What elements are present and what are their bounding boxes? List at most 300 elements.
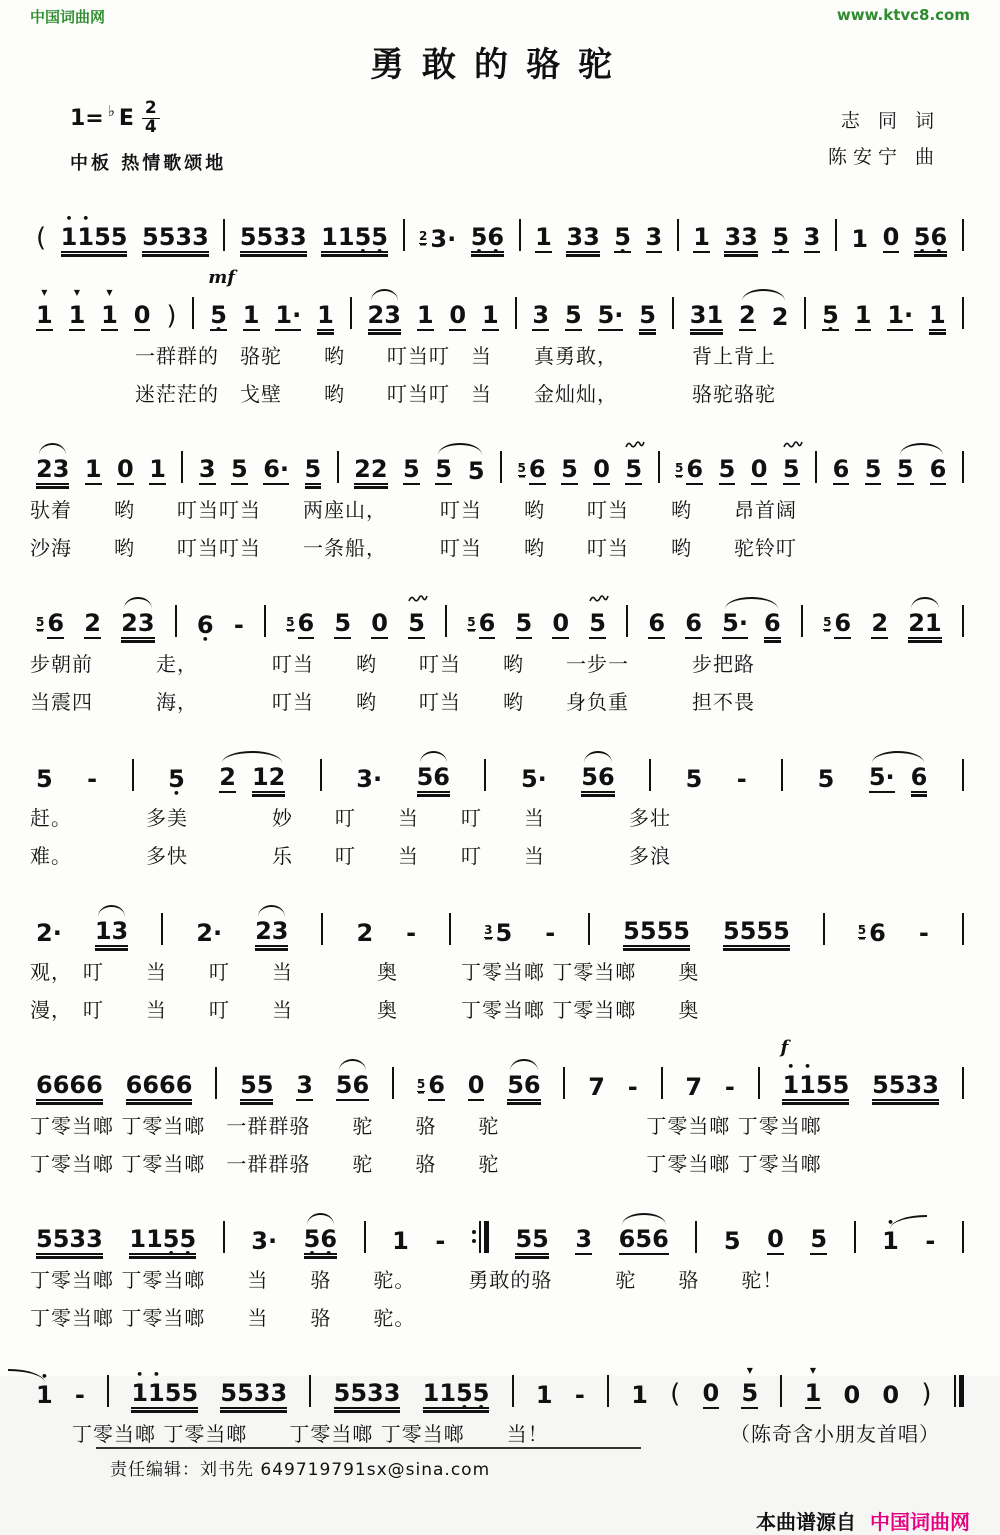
note-char: 3 bbox=[289, 222, 307, 251]
note-text bbox=[772, 222, 790, 253]
note-token bbox=[882, 1380, 900, 1409]
note-text bbox=[467, 1070, 485, 1101]
notation-row bbox=[30, 443, 970, 485]
note-token bbox=[481, 300, 499, 331]
note-token bbox=[416, 300, 434, 331]
note-text bbox=[685, 608, 702, 639]
note-text bbox=[896, 454, 914, 485]
barline bbox=[350, 297, 352, 329]
note-char: 6 • bbox=[197, 613, 214, 637]
note-text bbox=[354, 454, 388, 485]
note-char: 5 • bbox=[210, 303, 227, 327]
note-text bbox=[36, 300, 53, 331]
note-char: 5 bbox=[403, 454, 420, 483]
note-char: 3 bbox=[383, 1378, 401, 1407]
trill-wave bbox=[408, 594, 428, 603]
note-token bbox=[627, 1072, 638, 1101]
note-char: · bbox=[537, 764, 547, 793]
note-token bbox=[822, 300, 839, 331]
note-char: 5 bbox=[520, 764, 538, 793]
note-text bbox=[882, 1226, 899, 1255]
note-text bbox=[817, 764, 835, 793]
note-char: 1 bbox=[631, 1380, 648, 1409]
note-text bbox=[689, 300, 724, 331]
note-char: 6 bbox=[52, 1070, 70, 1099]
note-token bbox=[843, 1380, 861, 1409]
barline bbox=[484, 759, 486, 791]
note-char: 5 bbox=[756, 916, 774, 945]
note-char: 0 bbox=[371, 608, 388, 637]
note-char: 3 bbox=[175, 222, 193, 251]
note-char: 6 bbox=[86, 1070, 103, 1099]
note-text bbox=[467, 456, 485, 485]
barline bbox=[107, 1375, 109, 1407]
thick-barline bbox=[484, 1221, 489, 1253]
note-char: 3 bbox=[430, 224, 448, 253]
note-text bbox=[648, 608, 666, 639]
trill-wave bbox=[625, 440, 645, 449]
note-char: 5 bbox=[181, 1378, 199, 1407]
note-token bbox=[857, 918, 886, 947]
barline bbox=[392, 1067, 394, 1099]
note-char: 1 bbox=[481, 300, 499, 329]
site-url-link[interactable]: www.ktvc8.com bbox=[836, 6, 970, 24]
barline bbox=[321, 913, 323, 945]
parenthesis bbox=[670, 1378, 681, 1409]
barline bbox=[962, 219, 964, 251]
note-char: 5 bbox=[782, 454, 800, 483]
note-text bbox=[36, 222, 47, 253]
trill-icon bbox=[625, 440, 645, 449]
note-token bbox=[918, 918, 929, 947]
note-token bbox=[515, 1224, 549, 1255]
note-text bbox=[125, 1070, 193, 1101]
barline bbox=[403, 219, 405, 251]
note-char: 5 bbox=[158, 222, 176, 251]
note-char: - bbox=[545, 918, 556, 947]
note-text bbox=[528, 454, 546, 485]
note-text bbox=[168, 764, 185, 793]
barline bbox=[962, 297, 964, 329]
note-char: 5 • bbox=[168, 767, 185, 791]
note-token bbox=[255, 916, 289, 947]
note-token bbox=[467, 608, 496, 639]
note-char: 5 bbox=[237, 1378, 254, 1407]
note-char: 5 bbox=[416, 762, 434, 791]
note-char: · bbox=[738, 608, 748, 637]
note-token bbox=[84, 454, 102, 485]
lyric-line: 丁零当啷 丁零当啷 当 骆 驼。 bbox=[30, 1305, 416, 1330]
note-text bbox=[36, 454, 70, 485]
music-system bbox=[30, 597, 970, 715]
note-char: 0 bbox=[702, 1378, 720, 1407]
barline bbox=[626, 605, 628, 637]
note-char: 2 bbox=[36, 454, 53, 483]
note-char: 1 bbox=[439, 1378, 457, 1407]
note-char: 5 bbox=[94, 222, 111, 251]
editor-credit: 责任编辑：刘书先 649719791sx@sina.com bbox=[110, 1459, 491, 1480]
note-text bbox=[645, 222, 663, 253]
note-char: 3 bbox=[566, 222, 584, 251]
note-token bbox=[334, 608, 352, 639]
note-text bbox=[84, 608, 101, 639]
note-char: 5 bbox=[625, 454, 643, 483]
barline bbox=[337, 451, 339, 483]
note-text bbox=[435, 454, 452, 485]
lyric-line: 丁零当啷 丁零当啷 一群群骆 驼 骆 驼 丁零当啷 丁零当啷 bbox=[30, 1151, 822, 1176]
note-text bbox=[275, 300, 302, 331]
note-char: 5 • bbox=[614, 225, 631, 249]
note-char: 1 bbox=[887, 300, 905, 329]
note-char: 2 bbox=[255, 916, 272, 945]
barline bbox=[854, 1221, 856, 1253]
note-char: 6 bbox=[352, 1070, 370, 1099]
barline bbox=[449, 913, 451, 945]
note-token bbox=[718, 454, 736, 485]
parenthesis bbox=[36, 222, 47, 253]
note-token bbox=[422, 1378, 490, 1409]
note-char: 1 bbox=[535, 1380, 553, 1409]
source-site-link[interactable]: 中国词曲网 bbox=[870, 1509, 970, 1534]
note-token bbox=[887, 300, 914, 331]
note-char: 1 bbox=[392, 1226, 409, 1255]
note-text bbox=[166, 300, 177, 331]
note-text bbox=[303, 1224, 338, 1255]
note-char: • 1 bbox=[799, 1073, 816, 1097]
note-char: 6 • bbox=[320, 1227, 337, 1251]
note-token bbox=[896, 454, 914, 485]
note-char: 5 bbox=[773, 916, 790, 945]
note-token bbox=[597, 300, 624, 331]
note-text bbox=[685, 764, 703, 793]
note-char: 5 bbox=[868, 762, 886, 791]
note-token bbox=[286, 608, 315, 639]
note-text bbox=[685, 1072, 703, 1101]
note-text bbox=[68, 300, 86, 331]
note-token bbox=[101, 300, 118, 331]
note-token bbox=[392, 1226, 409, 1255]
note-char: 3 bbox=[271, 916, 289, 945]
note-char: 5 • bbox=[179, 1227, 196, 1251]
note-token bbox=[470, 222, 505, 253]
note-token bbox=[722, 608, 748, 639]
note-char: • 1 bbox=[782, 1073, 799, 1097]
note-char: 0 bbox=[449, 300, 467, 329]
lyricist-credit: 志 同 词 bbox=[840, 109, 940, 132]
note-char: - bbox=[736, 764, 747, 793]
note-char: 0 bbox=[467, 1070, 485, 1099]
note-token bbox=[685, 1072, 703, 1101]
note-token bbox=[771, 302, 789, 331]
note-token bbox=[908, 608, 942, 639]
note-text bbox=[872, 1070, 939, 1101]
note-token bbox=[574, 1380, 585, 1409]
note-text bbox=[693, 222, 710, 253]
notation-row bbox=[30, 1213, 970, 1255]
note-char: 1 bbox=[275, 300, 293, 329]
barline bbox=[364, 1221, 366, 1253]
key-prefix: 1= bbox=[70, 105, 104, 131]
note-text bbox=[422, 1378, 490, 1409]
note-char: - bbox=[74, 1380, 85, 1409]
note-char: 5 bbox=[220, 1378, 238, 1407]
key-signature bbox=[70, 100, 226, 137]
note-text bbox=[416, 762, 450, 793]
source-prefix: 本曲谱源自 bbox=[756, 1509, 856, 1534]
note-token bbox=[68, 300, 86, 331]
note-char: 6 bbox=[763, 608, 781, 637]
note-char: - bbox=[574, 1380, 585, 1409]
note-char: 2 bbox=[84, 608, 101, 637]
note-token bbox=[723, 1226, 741, 1255]
note-token bbox=[631, 1380, 648, 1409]
note-char: 5 bbox=[495, 918, 513, 947]
note-text bbox=[356, 918, 374, 947]
note-token bbox=[303, 1224, 338, 1255]
notation-row bbox=[30, 211, 970, 253]
note-text bbox=[210, 300, 227, 331]
note-text bbox=[408, 608, 425, 639]
note-char: 6 • bbox=[487, 225, 504, 249]
note-token bbox=[685, 764, 703, 793]
thin-barline bbox=[954, 1375, 956, 1407]
time-numerator: 2 bbox=[144, 98, 157, 118]
note-token bbox=[739, 300, 756, 331]
note-text bbox=[822, 300, 839, 331]
note-text bbox=[239, 222, 307, 253]
note-char: 3 bbox=[273, 222, 290, 251]
note-text bbox=[149, 454, 166, 485]
trill-icon bbox=[408, 594, 428, 603]
site-name-link[interactable]: 中国词曲网 bbox=[30, 8, 106, 26]
barline bbox=[223, 219, 225, 251]
note-token bbox=[724, 222, 758, 253]
note-text bbox=[94, 916, 129, 947]
note-text bbox=[263, 454, 290, 485]
note-char: • 1 bbox=[148, 1381, 165, 1405]
note-char: ▼ 1 bbox=[36, 303, 53, 327]
note-text bbox=[843, 1380, 861, 1409]
note-char: 5 bbox=[239, 222, 257, 251]
note-char: - bbox=[627, 1072, 638, 1101]
barline bbox=[320, 759, 322, 791]
note-char: 3 bbox=[922, 1070, 939, 1099]
note-token bbox=[693, 222, 710, 253]
notation-row bbox=[30, 597, 970, 639]
note-char: 3 bbox=[741, 222, 758, 251]
note-text bbox=[198, 454, 216, 485]
note-char: 5 bbox=[52, 1224, 70, 1253]
note-token bbox=[36, 1224, 103, 1255]
note-token bbox=[416, 762, 450, 793]
note-text bbox=[356, 764, 383, 793]
barline bbox=[962, 451, 964, 483]
note-char: - bbox=[233, 610, 244, 639]
note-char: - bbox=[918, 918, 929, 947]
lyric-line bbox=[30, 1421, 970, 1447]
note-text bbox=[627, 1072, 638, 1101]
note-char: 0 bbox=[552, 608, 570, 637]
note-token bbox=[125, 1070, 193, 1101]
tempo-marking: 中板 热情歌颂地 bbox=[70, 152, 227, 174]
note-text bbox=[614, 222, 631, 253]
music-system bbox=[30, 905, 970, 1023]
note-char: 5 • bbox=[822, 303, 839, 327]
final-barline bbox=[954, 1375, 964, 1407]
note-token bbox=[251, 762, 286, 793]
note-text bbox=[255, 916, 289, 947]
note-text bbox=[403, 454, 420, 485]
note-text bbox=[918, 918, 929, 947]
note-token bbox=[239, 222, 307, 253]
note-char: 5 bbox=[832, 1070, 850, 1099]
note-char: 1 bbox=[242, 300, 260, 329]
note-token bbox=[117, 454, 134, 485]
note-char: 5 bbox=[256, 1070, 274, 1099]
music-system bbox=[30, 1367, 970, 1447]
note-text bbox=[87, 764, 98, 793]
music-system bbox=[30, 266, 970, 407]
song-title: 勇敢的骆驼 bbox=[370, 45, 630, 85]
slur-group bbox=[435, 454, 485, 485]
note-char: 7 bbox=[588, 1072, 605, 1101]
grace-note: 5 bbox=[675, 460, 684, 475]
note-char: 1 bbox=[321, 222, 338, 251]
note-char: 2 bbox=[739, 300, 756, 329]
key-and-tempo bbox=[30, 100, 226, 175]
note-text bbox=[618, 1224, 669, 1255]
note-char: 3 bbox=[192, 222, 209, 251]
note-token bbox=[435, 454, 452, 485]
note-token bbox=[675, 454, 704, 485]
note-token bbox=[545, 918, 556, 947]
note-token bbox=[36, 454, 70, 485]
note-token bbox=[864, 454, 882, 485]
note-text bbox=[686, 454, 704, 485]
barline bbox=[215, 1067, 217, 1099]
note-text bbox=[220, 1378, 288, 1409]
note-char: 6 bbox=[125, 1070, 143, 1099]
note-token bbox=[408, 608, 425, 639]
note-char: 2 bbox=[268, 762, 286, 791]
note-char: 5 bbox=[673, 916, 690, 945]
note-text bbox=[589, 608, 606, 639]
note-text bbox=[117, 454, 134, 485]
note-char: 3 bbox=[296, 1070, 313, 1099]
note-token bbox=[871, 608, 889, 639]
barline bbox=[962, 1221, 964, 1253]
note-token bbox=[36, 764, 53, 793]
slur-group bbox=[739, 300, 789, 331]
note-char: 3 bbox=[645, 222, 663, 251]
note-token bbox=[645, 222, 663, 253]
note-char: - bbox=[87, 764, 98, 793]
note-token bbox=[87, 764, 98, 793]
barline bbox=[309, 1375, 311, 1407]
note-text bbox=[722, 916, 790, 947]
note-text bbox=[335, 1070, 370, 1101]
barline bbox=[500, 451, 502, 483]
note-text bbox=[921, 1378, 932, 1409]
thick-barline bbox=[959, 1375, 964, 1407]
note-token bbox=[810, 1224, 828, 1255]
barline bbox=[835, 219, 837, 251]
note-char: 6 bbox=[478, 608, 496, 637]
note-char: 3 bbox=[137, 608, 155, 637]
note-char: 7 bbox=[685, 1072, 703, 1101]
grace-note: 5 bbox=[286, 614, 295, 629]
lyric-line: 漫， 叮 当 叮 当 奥 丁零当啷 丁零当啷 奥 bbox=[30, 997, 700, 1022]
note-char: 5 bbox=[110, 222, 128, 251]
thin-barline bbox=[479, 1221, 481, 1253]
music-system bbox=[30, 211, 970, 253]
note-char: 2 bbox=[196, 918, 213, 947]
trill-icon bbox=[783, 440, 803, 449]
note-text bbox=[121, 608, 155, 639]
note-token bbox=[566, 222, 600, 253]
note-char: 5 bbox=[36, 1224, 53, 1253]
note-text bbox=[296, 1070, 313, 1101]
note-text bbox=[910, 762, 928, 793]
note-token bbox=[36, 300, 53, 331]
note-char: 1 bbox=[851, 224, 869, 253]
note-char: ▼ 5 bbox=[741, 1381, 758, 1405]
note-token bbox=[333, 1378, 401, 1409]
note-char: • 1 bbox=[77, 225, 94, 249]
note-char: 1 bbox=[149, 454, 166, 483]
note-token bbox=[208, 266, 236, 331]
note-char: 5 bbox=[561, 454, 578, 483]
note-text bbox=[925, 1226, 936, 1255]
note-text bbox=[196, 918, 223, 947]
note-char: 5 bbox=[623, 916, 640, 945]
notation-area bbox=[30, 175, 970, 1447]
note-char: 5 bbox=[656, 916, 674, 945]
note-text bbox=[741, 1378, 759, 1409]
note-text bbox=[36, 1380, 53, 1409]
source-attribution bbox=[30, 1506, 970, 1535]
note-char: 1 bbox=[929, 300, 946, 329]
note-token bbox=[219, 762, 236, 793]
note-token bbox=[467, 456, 485, 485]
note-char: 2 bbox=[219, 762, 236, 791]
note-token bbox=[515, 608, 533, 639]
note-token bbox=[36, 1070, 103, 1101]
note-char: 5 bbox=[256, 222, 274, 251]
note-text bbox=[36, 764, 53, 793]
note-char: ▼ 1 bbox=[805, 1381, 822, 1405]
note-text bbox=[36, 918, 62, 947]
barline bbox=[962, 605, 964, 637]
note-token bbox=[406, 918, 417, 947]
barline bbox=[175, 605, 177, 637]
note-char: 5 bbox=[639, 916, 657, 945]
note-token bbox=[467, 1070, 485, 1101]
note-char: - bbox=[925, 1226, 936, 1255]
note-token bbox=[741, 1378, 759, 1409]
grace-note: 2 bbox=[419, 228, 428, 243]
note-text bbox=[723, 1226, 741, 1255]
barline bbox=[515, 297, 517, 329]
note-char: 5 bbox=[231, 454, 248, 483]
note-char: 6 bbox=[910, 762, 928, 791]
note-char: 5 bbox=[888, 1070, 906, 1099]
note-char: 2 bbox=[121, 608, 138, 637]
note-token bbox=[623, 916, 690, 947]
note-char: 5 bbox=[507, 1070, 524, 1099]
note-token bbox=[750, 454, 768, 485]
dynamic-marking: f bbox=[780, 1036, 789, 1058]
